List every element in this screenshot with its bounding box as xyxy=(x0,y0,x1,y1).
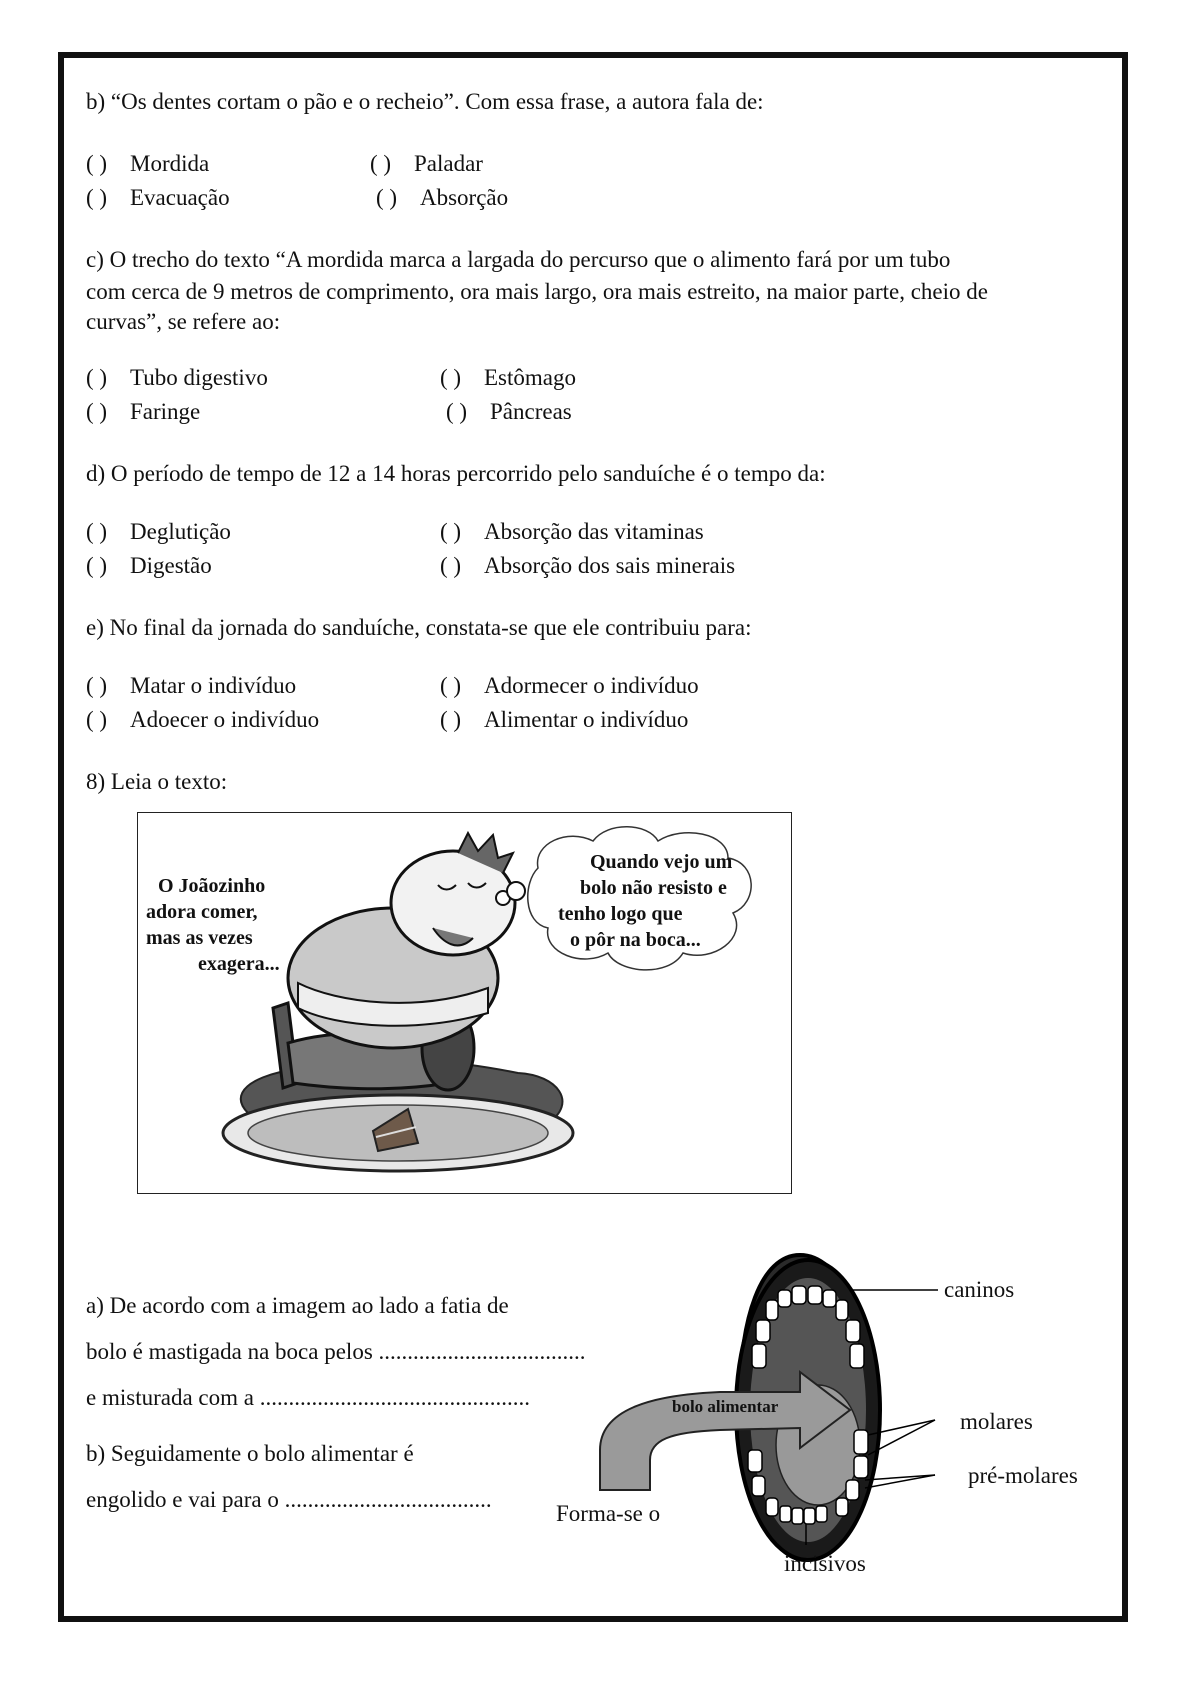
option-paladar[interactable]: ( ) Paladar xyxy=(370,151,483,176)
option-alimentar[interactable]: ( ) Alimentar o indivíduo xyxy=(440,707,689,732)
option-mordida[interactable]: ( ) Mordida xyxy=(86,151,210,176)
option-pancreas[interactable]: ( ) Pâncreas xyxy=(446,399,572,424)
answer-box[interactable]: ( ) xyxy=(86,707,108,732)
answer-box[interactable]: ( ) xyxy=(440,673,462,698)
answer-box[interactable]: ( ) xyxy=(86,673,108,698)
question-c-prompt-line2: com cerca de 9 metros de comprimento, ora mais largo, ora mais estreito, na maior parte, cheio de xyxy=(86,279,988,304)
comic-thought-line4: o pôr na boca... xyxy=(570,929,701,951)
question-8a-line2[interactable]: bolo é mastigada na boca pelos .................................... xyxy=(86,1339,586,1364)
answer-box[interactable]: ( ) xyxy=(86,399,108,424)
comic-thought-line1: Quando vejo um xyxy=(590,851,733,873)
question-c-prompt-line3: curvas”, se refere ao: xyxy=(86,309,281,334)
answer-box[interactable]: ( ) xyxy=(446,399,468,424)
arrow-label: bolo alimentar xyxy=(672,1397,779,1416)
comic-thought-line2: bolo não resisto e xyxy=(580,877,727,899)
answer-box[interactable]: ( ) xyxy=(440,365,462,390)
comic-illustration xyxy=(137,812,792,1194)
comic-thought-line3: tenho logo que xyxy=(558,903,683,925)
option-degluticao[interactable]: ( ) Deglutição xyxy=(86,519,231,544)
label-incisivos: incisivos xyxy=(784,1551,866,1576)
question-8b-line1: b) Seguidamente o bolo alimentar é xyxy=(86,1441,414,1466)
comic-narration-line4: exagera... xyxy=(198,953,280,975)
answer-box[interactable]: ( ) xyxy=(370,151,392,176)
option-absorcao-sais[interactable]: ( ) Absorção dos sais minerais xyxy=(440,553,736,578)
comic-narration-line3: mas as vezes xyxy=(146,927,253,949)
question-8-title: 8) Leia o texto: xyxy=(86,769,228,794)
option-matar[interactable]: ( ) Matar o indivíduo xyxy=(86,673,297,698)
question-8a-line3[interactable]: e misturada com a ............................................... xyxy=(86,1385,530,1410)
question-8a-line1: a) De acordo com a imagem ao lado a fatia de xyxy=(86,1293,509,1318)
answer-box[interactable]: ( ) xyxy=(86,151,108,176)
answer-box[interactable]: ( ) xyxy=(86,553,108,578)
question-b-prompt: b) “Os dentes cortam o pão e o recheio”. Com essa frase, a autora fala de: xyxy=(86,89,764,114)
option-absorcao-vitaminas[interactable]: ( ) Absorção das vitaminas xyxy=(440,519,704,544)
answer-box[interactable]: ( ) xyxy=(440,553,462,578)
question-8b-line2[interactable]: engolido e vai para o .................................... xyxy=(86,1487,492,1512)
answer-box[interactable]: ( ) xyxy=(440,519,462,544)
arrow-caption: Forma-se o xyxy=(556,1501,661,1526)
label-molares: molares xyxy=(960,1409,1033,1434)
label-pre-molares: pré-molares xyxy=(968,1463,1078,1488)
comic-narration-line1: O Joãozinho xyxy=(158,875,266,897)
answer-box[interactable]: ( ) xyxy=(440,707,462,732)
question-c-prompt-line1: c) O trecho do texto “A mordida marca a largada do percurso que o alimento fará por um tubo xyxy=(86,247,951,272)
answer-box[interactable]: ( ) xyxy=(86,185,108,210)
option-estomago[interactable]: ( ) Estômago xyxy=(440,365,576,390)
answer-box[interactable]: ( ) xyxy=(86,519,108,544)
answer-box[interactable]: ( ) xyxy=(376,185,398,210)
option-absorcao[interactable]: ( ) Absorção xyxy=(376,185,509,210)
question-d-prompt: d) O período de tempo de 12 a 14 horas percorrido pelo sanduíche é o tempo da: xyxy=(86,461,826,486)
label-caninos: caninos xyxy=(944,1277,1015,1302)
option-adoecer[interactable]: ( ) Adoecer o indivíduo xyxy=(86,707,320,732)
option-adormecer[interactable]: ( ) Adormecer o indivíduo xyxy=(440,673,699,698)
question-e-prompt: e) No final da jornada do sanduíche, constata-se que ele contribuiu para: xyxy=(86,615,752,640)
answer-box[interactable]: ( ) xyxy=(86,365,108,390)
option-tubo-digestivo[interactable]: ( ) Tubo digestivo xyxy=(86,365,268,390)
comic-narration-line2: adora comer, xyxy=(146,901,258,923)
option-evacuacao[interactable]: ( ) Evacuação xyxy=(86,185,230,210)
option-digestao[interactable]: ( ) Digestão xyxy=(86,553,212,578)
option-faringe[interactable]: ( ) Faringe xyxy=(86,399,201,424)
